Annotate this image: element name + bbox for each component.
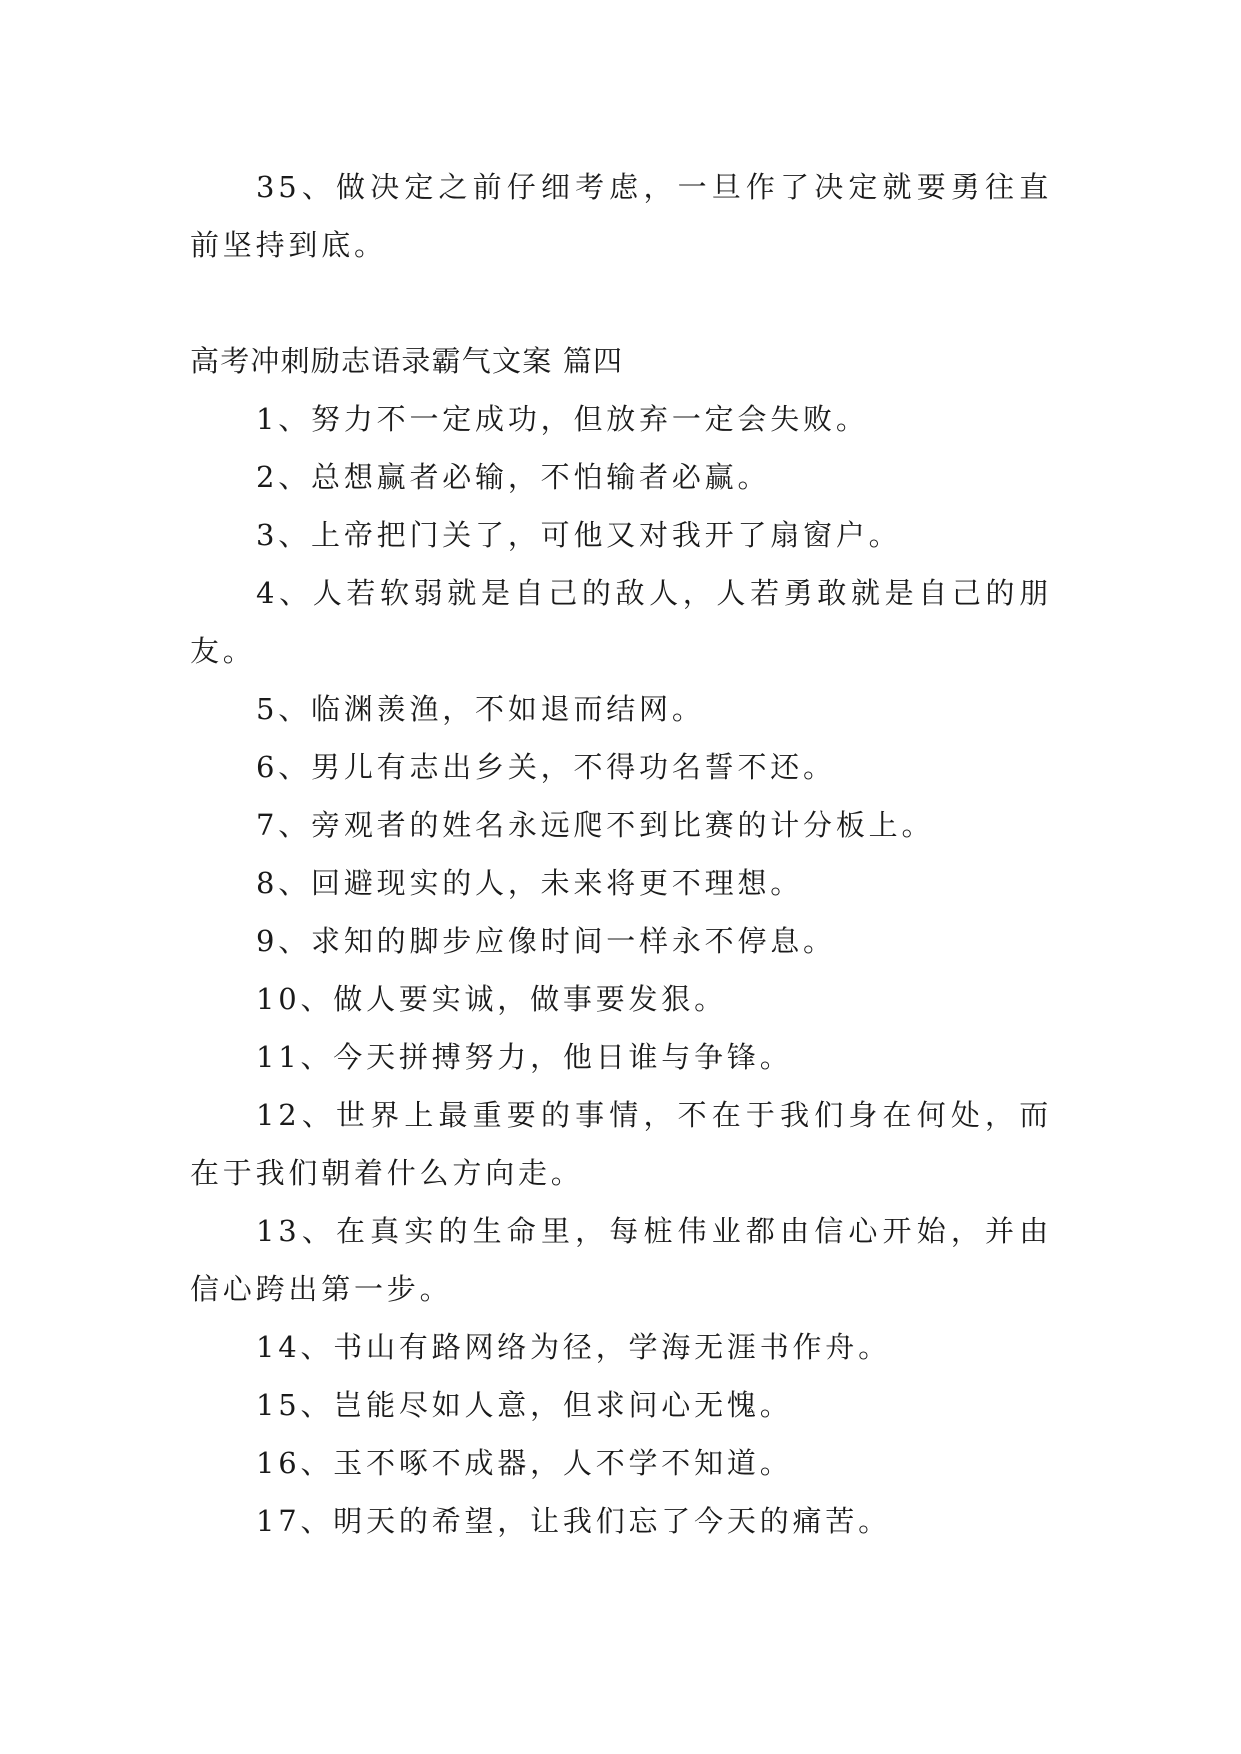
list-item: 4、人若软弱就是自己的敌人，人若勇敢就是自己的朋友。 bbox=[190, 576, 1052, 668]
list-item: 11、今天拼搏努力，他日谁与争锋。 bbox=[256, 1040, 793, 1074]
list-item: 9、求知的脚步应像时间一样永不停息。 bbox=[256, 924, 836, 958]
section-heading: 高考冲刺励志语录霸气文案 篇四 bbox=[190, 344, 624, 378]
list-item: 10、做人要实诚，做事要发狠。 bbox=[256, 982, 727, 1016]
list-item: 13、在真实的生命里，每桩伟业都由信心开始，并由信心跨出第一步。 bbox=[190, 1214, 1052, 1306]
document-body bbox=[190, 158, 1052, 1550]
list-item: 2、总想赢者必输，不怕输者必赢。 bbox=[256, 460, 771, 494]
list-item: 1、努力不一定成功，但放弃一定会失败。 bbox=[256, 402, 869, 436]
list-item: 3、上帝把门关了，可他又对我开了扇窗户。 bbox=[256, 518, 902, 552]
list-item: 14、书山有路网络为径，学海无涯书作舟。 bbox=[256, 1330, 891, 1364]
list-item: 8、回避现实的人，未来将更不理想。 bbox=[256, 866, 804, 900]
list-item: 17、明天的希望，让我们忘了今天的痛苦。 bbox=[256, 1504, 891, 1538]
list-item: 12、世界上最重要的事情，不在于我们身在何处，而在于我们朝着什么方向走。 bbox=[190, 1098, 1052, 1190]
list-item: 5、临渊羡渔，不如退而结网。 bbox=[256, 692, 705, 726]
paragraph-35: 35、做决定之前仔细考虑，一旦作了决定就要勇往直前坚持到底。 bbox=[190, 170, 1052, 262]
list-item: 15、岂能尽如人意，但求问心无愧。 bbox=[256, 1388, 793, 1422]
list-item: 6、男儿有志出乡关，不得功名誓不还。 bbox=[256, 750, 836, 784]
list-item: 16、玉不啄不成器，人不学不知道。 bbox=[256, 1446, 793, 1480]
list-item: 7、旁观者的姓名永远爬不到比赛的计分板上。 bbox=[256, 808, 935, 842]
